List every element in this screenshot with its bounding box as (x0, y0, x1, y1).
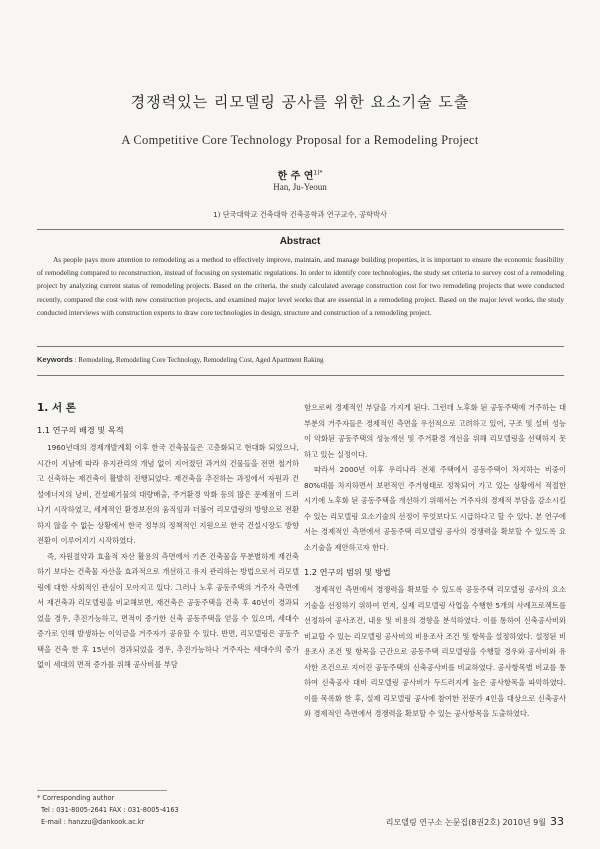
author-name: 한 주 연 (277, 171, 314, 182)
intro-paragraph-1: 1960년대의 경제개발계획 이후 한국 건축물들은 고층화되고 현대화 되었으나, 시간이 지남에 따라 유지관리의 개념 없이 지어졌던 과거의 건물들을 전면 철거하고 신축하는 재건축이 활발히 진행되었다. 재건축을 추진하는 과정에서 자원과 건설에너지의 낭비, 건설폐기물의 대량배출, 주거환경 악화 등의 많은 문제점이 드러나기 시작하였고, 세계적인 환경보전의 움직임과 더불어 리모델링의 방향으로 전환하지 않을 수 없는 상황에서 한국 정부의 정책적인 지원으로 한국 건설시장도 방향전환이 이루어지기 시작하였다. (37, 443, 299, 545)
paper-title-english: A Competitive Core Technology Proposal for a Remodeling Project (121, 133, 479, 147)
subsection-1-2-title: 1.2 연구의 범위 및 방법 (304, 567, 391, 577)
author-name-korean (0, 167, 600, 182)
intro-paragraph-4: 따라서 2000년 이후 우리나라 전체 주택에서 공동주택이 차지하는 비중이 80%대를 차지하면서 보편적인 주거형태로 정착되어 가고 있는 상황에서 적절한 시기에 노후화 된 공동주택을 개선하기 위해서는 거주자의 경제적 부담을 감소시킬 수 있는 리모델링 요소기술의 선정이 무엇보다도 시급하다고 할 수 있다. 본 연구에서는 경제적인 측면에서 공동주택 리모델링 공사의 경쟁력을 확보할 수 있도록 요소기술을 제안하고자 한다. (304, 465, 566, 552)
subsection-1-1-title: 1.1 연구의 배경 및 목적 (37, 425, 124, 435)
page-number: 33 (550, 815, 564, 828)
author-name-english: Han, Ju-Yeoun (273, 182, 327, 192)
abstract-bottom-rule (37, 346, 564, 347)
journal-citation: 리모델링 연구소 논문집(8권2호) 2010년 9월 (385, 818, 546, 827)
author-affiliation: 1) 단국대학교 건축대학 건축공학과 연구교수, 공학박사 (213, 210, 387, 219)
scope-paragraph: 경제적인 측면에서 경쟁력을 확보할 수 있도록 공동주택 리모델링 공사의 요소기술을 선정하기 위하여 먼저, 실제 리모델링 사업을 수행한 5개의 사례프로젝트를 선정하여 공사조건, 내용 및 비용의 경향을 분석하였다. 이를 통하여 신축공사비와 비교할 수 있는 리모델링 공사비의 비용조사 조건 및 항목을 설정하였다. 설정된 비용조사 조건 및 항목을 근간으로 공동주택 리모델링을 수행할 경우와 공사비와 유사한 조건으로 지어진 공동주택의 신축공사비를 비교하였다. 공사항목별 비교를 통하여 신축공사 대비 리모델링 공사비가 두드러지게 높은 공사항목을 파악하였다. 이를 목록화 한 후, 실제 리모델링 공사에 참여한 전문가 4인을 대상으로 신축공사와 경제적인 측면에서 경쟁력을 확보할 수 있는 공사항목을 도출하였다. (304, 585, 566, 718)
footnote-phone: Tel : 031-8005-2641 FAX : 031-8005-4163 (41, 806, 179, 814)
footnote-email: E-mail : hanzzu@dankook.ac.kr (41, 818, 145, 826)
keywords-line (37, 355, 564, 364)
paper-title-korean: 경쟁력있는 리모델링 공사를 위한 요소기술 도출 (130, 93, 470, 111)
right-column (304, 400, 566, 722)
keywords-label: Keywords (37, 355, 73, 364)
left-column (37, 400, 299, 673)
page-footer (386, 815, 564, 828)
abstract-top-rule (37, 229, 564, 230)
intro-paragraph-2: 즉, 자원절약과 효율적 자산 활용의 측면에서 기존 건축물을 무분별하게 재건축하기 보다는 건축물 자산을 효과적으로 개선하고 유지 관리하는 방법으로서 리모델링에 대한 사회적인 관심이 모아지고 있다. 그러나 노후 공동주택의 거주자 측면에서 재건축과 리모델링을 비교해보면, 재건축은 공동주택을 건축 후 40년이 경과되었을 경우, 추진가능하고, 면적이 증가한 신축 공동주택을 얻을 수 있으며, 세대수 증가로 인해 발생하는 이익금을 거주자가 공유할 수 있다. 반면, 리모델링은 공동주택을 건축 한 후 15년이 경과되었을 경우, 추진가능하나 거주자는 세대수의 증가 없이 세대의 면적 증가를 위해 공사비를 부담 (37, 551, 299, 669)
author-superscript: 1)* (313, 169, 323, 177)
abstract-heading: Abstract (279, 236, 321, 247)
footnote-rule (37, 790, 167, 791)
abstract-body: As people pays more attention to remodeling as a method to effectively improve, maintain, and manage building properties, it is important to ensure the economic feasibility of remodeling compared to reconstruction, instead of focusing on systematic regulations. In order to identify core technologies, the study set criteria to survey cost of a remodeling project by analyzing current status of remodeling projects. Based on the criteria, the study calculated average construction cost for two remodeling projects that were conducted recently, compared the cost with new construction projects, and examined major level works that are essential in a remodeling project. Based on the major level works, the study conducted interviews with construction experts to draw core technologies in design, structure and construction of a remodeling project. (37, 255, 564, 317)
keywords-text: : Remodeling, Remodeling Core Technology, Remodeling Cost, Aged Apartment Raking (72, 356, 324, 364)
intro-paragraph-3: 함으로써 경제적인 부담을 가지게 된다. 그런데 노후화 된 공동주택에 거주하는 대부분의 거주자들은 경제적인 측면을 우선적으로 고려하고 있어, 구조 및 설비 성능이 악화된 공동주택의 성능개선 및 주거환경 개선을 위해 리모델링을 선택하지 못하고 있는 실정이다. (304, 403, 566, 459)
corresponding-author-footnote (37, 792, 267, 828)
footnote-title: * Corresponding author (37, 794, 115, 802)
keywords-rule (37, 375, 564, 376)
section-1-title: 1. 서 론 (37, 402, 76, 414)
